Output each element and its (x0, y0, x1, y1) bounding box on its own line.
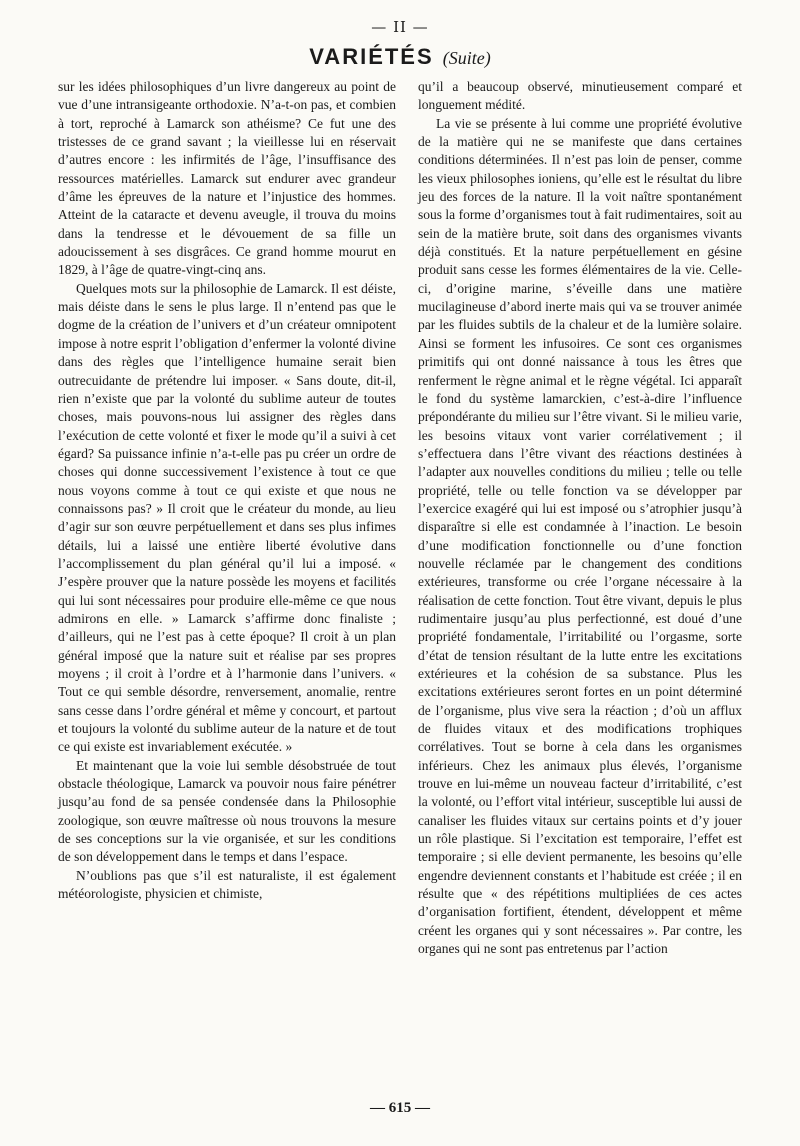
right-paragraph-2: La vie se présente à lui comme une propriété évolutive de la matière qui ne se manifeste que dans certaines conditions déterminées. Il n’est pas loin de penser, comme les vieux philosophes ioniens, qu’elle est le résultat du libre jeu des forces de la nature. Il la voit naître spontanément sous la forme d’organismes tout à fait rudimentaires, soit au sein de la matière brute, soit dans des organismes vivants déjà constitués. Et la nature perpétuellement en gésine produit sans cesse les formes élémentaires de la vie. Celle-ci, d’origine marine, s’éveille dans une matière mucilagineuse d’abord inerte mais qui va se trouver animée par les fluides subtils de la chaleur et de la lumière solaire. Ainsi se forment les infusoires. Ce sont ces organismes primitifs qui ont donné naissance à tous les êtres que renferment le règne animal et le règne végétal. Ici apparaît le fond du système lamarckien, c’est-à-dire l’influence prépondérante du milieu sur l’être vivant. Si le milieu varie, les besoins vitaux vont varier corrélativement ; il s’effectuera dans l’être vivant des réactions destinées à l’adapter aux nouvelles conditions du milieu ; telle ou telle propriété, telle ou telle fonction va se développer par l’exercice exagéré qui lui est imposé ou s’atrophier jusqu’à disparaître si elle est condamnée à l’inaction. Le besoin d’une modification fonctionnelle ou d’une fonction nouvelle réclamée par le changement des conditions extérieures, transforme ou crée l’organe nécessaire à la réalisation de cette fonction. Tout être vivant, depuis le plus rudimentaire jusqu’au plus perfectionné, est doué d’une propriété fondamentale, l’irritabilité ou l’orgasme, sorte d’état de tension résultant de la lutte entre les excitations extérieures et la cohésion de sa substance. Plus les excitations extérieures seront fortes en un point déterminé de l’organisme, plus vive sera la réaction ; d’où un afflux de fluides vitaux et des modifications trophiques corrélatives. Tout se borne à cela dans les organismes inférieurs. Chez les animaux plus élevés, l’organisme trouve en lui-même un nouveau facteur d’irritabilité, c’est la volonté, ou l’effort vital intérieur, susceptible lui aussi de canaliser les fluides vitaux sur certains points et d’y jouer un rôle plastique. Si l’excitation est temporaire, l’effet est temporaire ; si elle devient permanente, les besoins qu’elle engendre deviennent constants et l’habitude est créée ; il en résulte que « des répétitions multipliées de ces actes d’organisation fortifient, étendent, développent et même créent les organes qui y sont nécessaires ». Par contre, les organes qui ne sont pas entretenus par l’action (418, 115, 742, 957)
left-paragraph-4: N’oublions pas que s’il est naturaliste, il est également météorologiste, physicien et chimiste, (58, 867, 396, 902)
left-paragraph-3: Et maintenant que la voie lui semble désobstruée de tout obstacle théologique, Lamarck va pouvoir nous faire pénétrer jusqu’au fond de sa pensée condensée dans la Philosophie zoologique, son œuvre maîtresse où nous trouvons la mesure de ses conceptions sur la vie organisée, et sur les conditions de son développement dans le temps et dans l’espace. (58, 757, 396, 865)
page-number: — 615 — (370, 1100, 430, 1116)
right-paragraph-1: qu’il a beaucoup observé, minutieusement comparé et longuement médité. (418, 79, 742, 113)
left-paragraph-2: Quelques mots sur la philosophie de Lamarck. Il est déiste, mais déiste dans le sens le plus large. Il n’entend pas que le dogme de la création de l’univers et d’un créateur omnipotent impose à notre esprit l’obligation d’enfermer la volonté divine dans des règles que l’intelligence humaine serait bien outrecuidante de prétendre lui imposer. « Sans doute, dit-il, rien n’existe que par la volonté du sublime auteur de toutes choses, mais pouvons-nous lui assigner des règles dans l’exécution de cette volonté et fixer le mode qu’il a suivi à cet égard? Sa puissance infinie n’a-t-elle pas pu créer un ordre de choses qui donne successivement l’existence à tout ce que nous voyons comme à tout ce qui existe et que nous ne connaissons pas? » Il croit que le créateur du monde, au lieu d’agir sur son œuvre perpétuellement et dans ses plus infimes détails, lui a laissé une entière liberté évolutive dans l’accomplissement du plan général qu’il lui a imposé. « J’espère prouver que la nature possède les moyens et facilités qui lui sont nécessaires pour produire elle-même ce que nous admirons en elle. » Lamarck s’affirme donc finaliste ; d’ailleurs, qui ne l’est pas à cette époque? Il croit à un plan général imposé que la nature suit et réalise par ses propres moyens ; il croit à l’ordre et à l’harmonie dans l’univers. « Tout ce qui semble désordre, renversement, anomalie, rentre sans cesse dans l’ordre général et même y concourt, et partout et toujours la volonté du sublime auteur de la nature et de tout ce qui existe est invariablement exécutée. » (58, 280, 396, 755)
top-folio: — II — (371, 18, 429, 36)
left-column (58, 78, 396, 903)
section-title: VARIÉTÉS (309, 44, 434, 69)
section-subtitle: (Suite) (442, 48, 491, 68)
left-paragraph-1: sur les idées philosophiques d’un livre dangereux au point de vue d’une intransigeante orthodoxie. N’a-t-on pas, et combien à tort, reproché à Lamarck son athéisme? Ce fut une des tristesses de ce grand savant ; la vieillesse lui en réservait d’autres encore : les infirmités de l’âge, l’insuffisance des ressources matérielles. Lamarck sut endurer avec grandeur d’âme les épreuves de la nature et l’injustice des hommes. Atteint de la cataracte et devenu aveugle, il trouva du moins dans la tendresse et le dévouement de sa fille un adoucissement à ses disgrâces. Ce grand homme mourut en 1829, à l’âge de quatre-vingt-cinq ans. (58, 79, 396, 278)
section-header (0, 46, 800, 68)
right-column (418, 78, 742, 959)
